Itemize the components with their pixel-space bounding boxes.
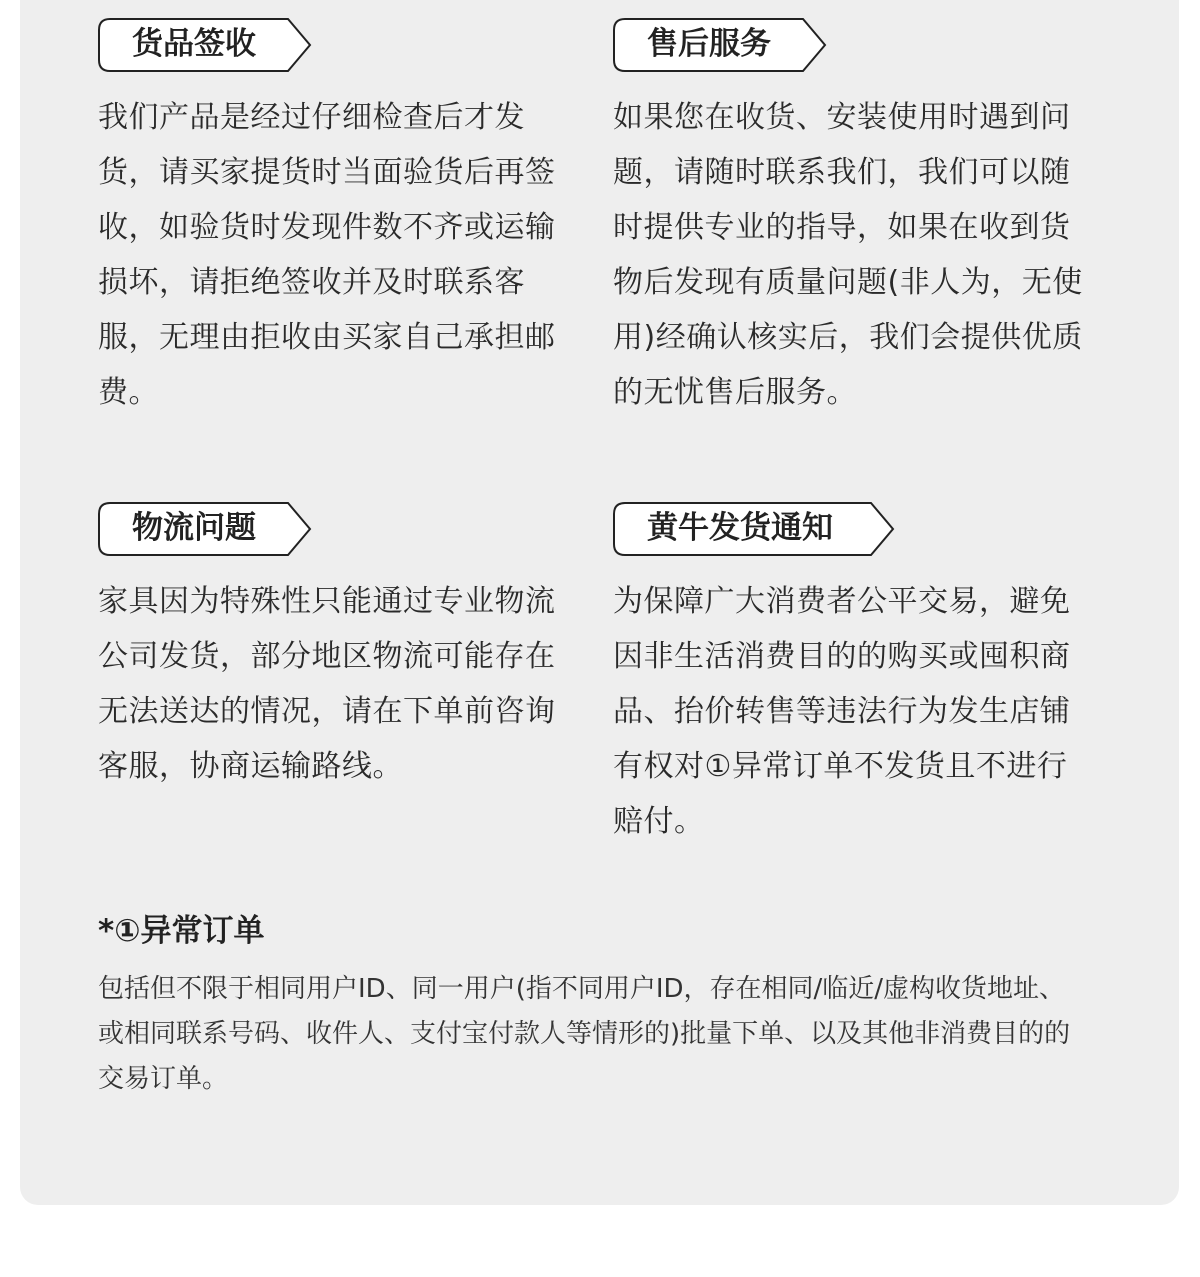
section-after-sales: [613, 18, 1093, 420]
section-tag: [613, 502, 1093, 554]
section-tag: [613, 18, 1093, 70]
note-body: 包括但不限于相同用户ID、同一用户(指不同用户ID，存在相同/临近/虚构收货地址、或相同联系号码、收件人、支付宝付款人等情形的)批量下单、以及其他非消费目的的交易订单。: [98, 974, 1071, 1094]
section-body: 家具因为特殊性只能通过专业物流公司发货，部分地区物流可能存在无法送达的情况，请在下单前咨询客服，协商运输路线。: [98, 584, 556, 784]
section-title: 物流问题: [132, 510, 256, 546]
abnormal-order-note: [98, 905, 1078, 1102]
note-title: *①异常订单: [98, 913, 265, 949]
section-receipt: [98, 18, 578, 420]
section-body: 如果您在收货、安装使用时遇到问题，请随时联系我们，我们可以随时提供专业的指导，如果在收到货物后发现有质量问题(非人为，无使用)经确认核实后，我们会提供优质的无忧售后服务。: [613, 100, 1083, 410]
section-title: 货品签收: [132, 26, 256, 62]
section-title: 售后服务: [647, 26, 771, 62]
section-scalper: [613, 502, 1093, 849]
section-logistics: [98, 502, 578, 794]
section-tag: [98, 18, 578, 70]
section-body: 为保障广大消费者公平交易，避免因非生活消费目的的购买或囤积商品、抬价转售等违法行为发生店铺有权对①异常订单不发货且不进行赔付。: [613, 584, 1071, 839]
section-body: 我们产品是经过仔细检查后才发货，请买家提货时当面验货后再签收，如验货时发现件数不齐或运输损坏，请拒绝签收并及时联系客服，无理由拒收由买家自己承担邮费。: [98, 100, 556, 410]
section-tag: [98, 502, 578, 554]
section-title: 黄牛发货通知: [647, 510, 833, 546]
